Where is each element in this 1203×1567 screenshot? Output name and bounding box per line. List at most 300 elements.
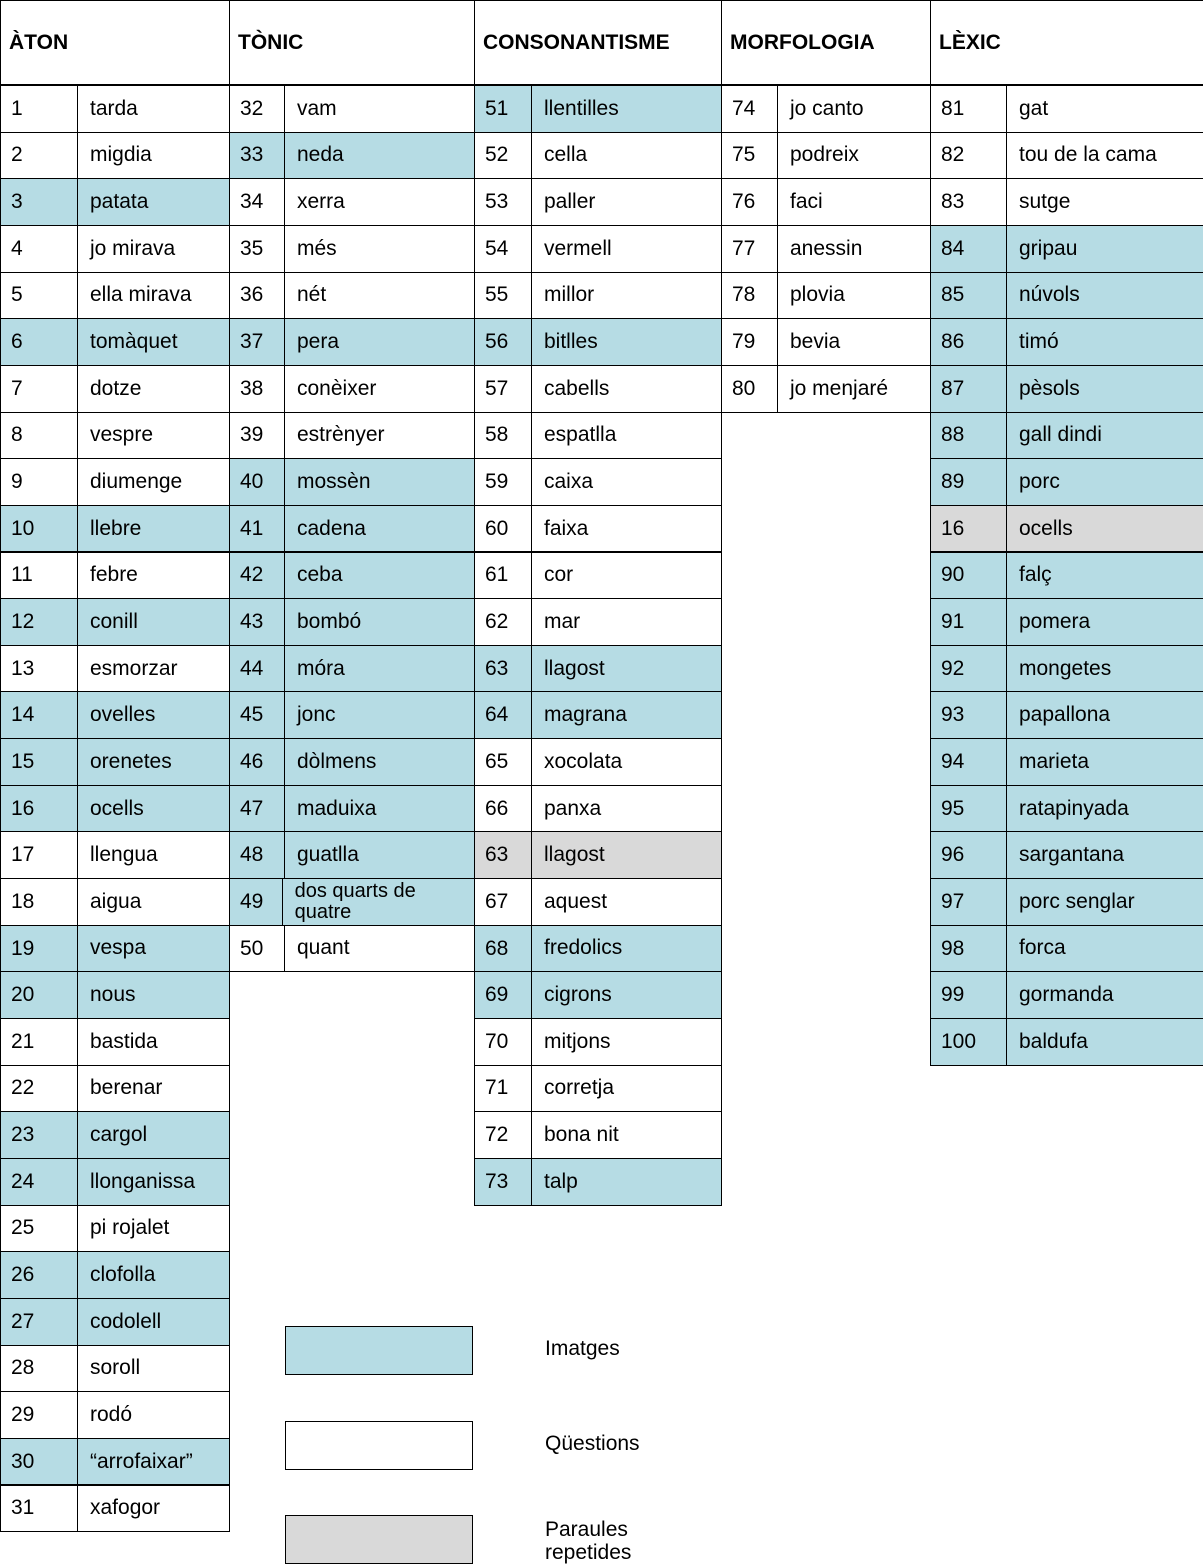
item-word: vespa bbox=[90, 936, 147, 960]
item-number: 33 bbox=[230, 133, 285, 179]
item-number: 63 bbox=[475, 646, 532, 692]
table-row bbox=[0, 178, 230, 226]
table-row bbox=[229, 505, 475, 553]
item-word: ella mirava bbox=[90, 283, 192, 307]
item-number: 45 bbox=[230, 692, 285, 738]
item-number: 78 bbox=[722, 273, 778, 319]
item-number: 88 bbox=[931, 413, 1007, 459]
table-row bbox=[229, 365, 475, 413]
item-number: 30 bbox=[1, 1439, 78, 1485]
item-word: cadena bbox=[297, 516, 366, 540]
item-word: xafogor bbox=[90, 1496, 161, 1520]
item-number: 55 bbox=[475, 273, 532, 319]
item-word: neda bbox=[297, 143, 344, 167]
table-row bbox=[930, 598, 1203, 646]
table-row bbox=[721, 225, 931, 273]
table-row bbox=[930, 272, 1203, 320]
legend-label: Imatges bbox=[545, 1337, 620, 1360]
item-word: berenar bbox=[90, 1076, 163, 1100]
item-word: jo mirava bbox=[90, 236, 176, 260]
item-number: 39 bbox=[230, 413, 285, 459]
item-number: 89 bbox=[931, 459, 1007, 505]
item-number: 34 bbox=[230, 179, 285, 225]
table-row bbox=[0, 365, 230, 413]
table-row bbox=[930, 225, 1203, 273]
table-row bbox=[0, 412, 230, 460]
item-number: 4 bbox=[1, 226, 78, 272]
item-number: 6 bbox=[1, 319, 78, 365]
item-word: pera bbox=[297, 330, 340, 354]
table-row bbox=[474, 831, 722, 879]
item-word: porc bbox=[1019, 469, 1060, 493]
item-word: pomera bbox=[1019, 609, 1091, 633]
item-word: guatlla bbox=[297, 843, 359, 867]
item-number: 43 bbox=[230, 599, 285, 645]
item-number: 85 bbox=[931, 273, 1007, 319]
item-number: 97 bbox=[931, 879, 1007, 925]
item-number: 10 bbox=[1, 506, 78, 552]
item-word: anessin bbox=[790, 236, 863, 260]
table-row bbox=[0, 225, 230, 273]
item-number: 7 bbox=[1, 366, 78, 412]
item-word: panxa bbox=[544, 796, 602, 820]
item-word: aquest bbox=[544, 889, 608, 913]
table-row bbox=[0, 132, 230, 180]
item-number: 54 bbox=[475, 226, 532, 272]
item-word: paller bbox=[544, 190, 596, 214]
item-number: 69 bbox=[475, 972, 532, 1018]
item-word: ovelles bbox=[90, 703, 156, 727]
item-number: 1 bbox=[1, 86, 78, 132]
item-word: marieta bbox=[1019, 749, 1090, 773]
item-word: ocells bbox=[1019, 516, 1073, 540]
item-word: bona nit bbox=[544, 1123, 619, 1147]
item-number: 91 bbox=[931, 599, 1007, 645]
item-number: 92 bbox=[931, 646, 1007, 692]
legend-swatch bbox=[285, 1326, 473, 1375]
item-word: vespre bbox=[90, 423, 154, 447]
table-row bbox=[0, 598, 230, 646]
item-number: 100 bbox=[931, 1019, 1007, 1065]
table-row bbox=[930, 412, 1203, 460]
table-row bbox=[229, 645, 475, 693]
item-number: 46 bbox=[230, 739, 285, 785]
table-row bbox=[229, 272, 475, 320]
item-number: 50 bbox=[230, 926, 285, 972]
table-row bbox=[474, 318, 722, 366]
item-word: tarda bbox=[90, 96, 138, 120]
table-row bbox=[229, 785, 475, 833]
item-number: 59 bbox=[475, 459, 532, 505]
table-row bbox=[721, 365, 931, 413]
legend-label: Qüestions bbox=[545, 1432, 640, 1455]
item-number: 15 bbox=[1, 739, 78, 785]
table-row bbox=[721, 85, 931, 133]
item-number: 32 bbox=[230, 86, 285, 132]
item-number: 11 bbox=[1, 553, 78, 599]
table-row bbox=[930, 925, 1203, 973]
table-row bbox=[229, 412, 475, 460]
item-number: 22 bbox=[1, 1066, 78, 1112]
item-word: ceba bbox=[297, 563, 343, 587]
item-number: 72 bbox=[475, 1112, 532, 1158]
item-number: 62 bbox=[475, 599, 532, 645]
table-row bbox=[930, 85, 1203, 133]
table-row bbox=[930, 458, 1203, 506]
column-header: CONSONANTISME bbox=[474, 0, 722, 85]
item-word: mitjons bbox=[544, 1029, 611, 1053]
item-number: 19 bbox=[1, 926, 78, 972]
item-number: 17 bbox=[1, 832, 78, 878]
item-number: 13 bbox=[1, 646, 78, 692]
table-row bbox=[0, 645, 230, 693]
item-number: 56 bbox=[475, 319, 532, 365]
table-row bbox=[930, 738, 1203, 786]
item-word: esmorzar bbox=[90, 656, 178, 680]
table-row bbox=[229, 738, 475, 786]
item-word: “arrofaixar” bbox=[90, 1449, 193, 1473]
item-word: llagost bbox=[544, 656, 605, 680]
item-number: 18 bbox=[1, 879, 78, 925]
item-number: 53 bbox=[475, 179, 532, 225]
item-number: 24 bbox=[1, 1159, 78, 1205]
item-word: timó bbox=[1019, 330, 1059, 354]
item-number: 96 bbox=[931, 832, 1007, 878]
item-number: 29 bbox=[1, 1392, 78, 1438]
item-number: 21 bbox=[1, 1019, 78, 1065]
item-number: 38 bbox=[230, 366, 285, 412]
item-word: baldufa bbox=[1019, 1029, 1088, 1053]
item-word: cargol bbox=[90, 1123, 148, 1147]
item-word: fredolics bbox=[544, 936, 623, 960]
table-row bbox=[474, 365, 722, 413]
table-row bbox=[0, 925, 230, 973]
item-word: jonc bbox=[297, 703, 336, 727]
item-number: 67 bbox=[475, 879, 532, 925]
item-word: móra bbox=[297, 656, 345, 680]
item-number: 76 bbox=[722, 179, 778, 225]
item-number: 20 bbox=[1, 972, 78, 1018]
table-row bbox=[474, 1111, 722, 1159]
item-number: 16 bbox=[931, 506, 1007, 552]
table-row bbox=[930, 831, 1203, 879]
item-word: talp bbox=[544, 1169, 578, 1193]
table-row bbox=[474, 505, 722, 553]
item-number: 5 bbox=[1, 273, 78, 319]
table-row bbox=[474, 1065, 722, 1113]
table-row bbox=[474, 1018, 722, 1066]
item-word: mongetes bbox=[1019, 656, 1112, 680]
table-row bbox=[0, 971, 230, 1019]
item-word: papallona bbox=[1019, 703, 1111, 727]
table-row bbox=[0, 1298, 230, 1346]
item-number: 71 bbox=[475, 1066, 532, 1112]
item-word: plovia bbox=[790, 283, 845, 307]
item-number: 2 bbox=[1, 133, 78, 179]
table-row bbox=[0, 1251, 230, 1299]
item-word: tou de la cama bbox=[1019, 143, 1157, 167]
table-row bbox=[474, 178, 722, 226]
item-number: 98 bbox=[931, 926, 1007, 972]
item-word: llentilles bbox=[544, 96, 619, 120]
table-row bbox=[229, 458, 475, 506]
item-word: tomàquet bbox=[90, 330, 178, 354]
table-row bbox=[930, 878, 1203, 926]
item-word: falç bbox=[1019, 563, 1052, 587]
table-row bbox=[0, 1018, 230, 1066]
item-number: 52 bbox=[475, 133, 532, 179]
item-word: sutge bbox=[1019, 190, 1071, 214]
item-word: clofolla bbox=[90, 1263, 156, 1287]
table-row bbox=[0, 1391, 230, 1439]
table-row bbox=[0, 1485, 230, 1533]
item-number: 77 bbox=[722, 226, 778, 272]
item-word: més bbox=[297, 236, 337, 260]
item-number: 26 bbox=[1, 1252, 78, 1298]
item-word: magrana bbox=[544, 703, 627, 727]
table-row bbox=[474, 785, 722, 833]
table-row bbox=[229, 878, 475, 926]
item-word: dotze bbox=[90, 376, 142, 400]
item-number: 63 bbox=[475, 832, 532, 878]
item-word: cabells bbox=[544, 376, 610, 400]
item-word: podreix bbox=[790, 143, 859, 167]
item-number: 28 bbox=[1, 1346, 78, 1392]
item-number: 37 bbox=[230, 319, 285, 365]
table-row bbox=[0, 785, 230, 833]
item-word: mar bbox=[544, 609, 581, 633]
item-number: 8 bbox=[1, 413, 78, 459]
table-row bbox=[474, 691, 722, 739]
table-row bbox=[0, 318, 230, 366]
table-row bbox=[474, 412, 722, 460]
item-number: 49 bbox=[230, 879, 283, 925]
item-number: 31 bbox=[1, 1486, 78, 1532]
item-word: codolell bbox=[90, 1309, 162, 1333]
item-number: 75 bbox=[722, 133, 778, 179]
item-number: 68 bbox=[475, 926, 532, 972]
item-word: orenetes bbox=[90, 749, 172, 773]
item-word: ratapinyada bbox=[1019, 796, 1129, 820]
item-number: 70 bbox=[475, 1019, 532, 1065]
item-number: 3 bbox=[1, 179, 78, 225]
item-word: febre bbox=[90, 563, 138, 587]
table-row bbox=[0, 85, 230, 133]
table-row bbox=[930, 785, 1203, 833]
item-word: dòlmens bbox=[297, 749, 377, 773]
table-row bbox=[0, 691, 230, 739]
item-word: patata bbox=[90, 190, 149, 214]
item-word: migdia bbox=[90, 143, 152, 167]
item-number: 40 bbox=[230, 459, 285, 505]
item-number: 90 bbox=[931, 553, 1007, 599]
table-row bbox=[474, 272, 722, 320]
item-number: 86 bbox=[931, 319, 1007, 365]
item-word: soroll bbox=[90, 1356, 141, 1380]
item-word: faci bbox=[790, 190, 823, 214]
item-word: llebre bbox=[90, 516, 142, 540]
item-word: faixa bbox=[544, 516, 589, 540]
item-number: 79 bbox=[722, 319, 778, 365]
table-row bbox=[229, 85, 475, 133]
table-row bbox=[0, 878, 230, 926]
item-word: forca bbox=[1019, 936, 1066, 960]
item-word: núvols bbox=[1019, 283, 1080, 307]
item-word: cor bbox=[544, 563, 574, 587]
table-row bbox=[930, 691, 1203, 739]
item-number: 48 bbox=[230, 832, 285, 878]
item-number: 9 bbox=[1, 459, 78, 505]
table-row bbox=[930, 971, 1203, 1019]
table-row bbox=[721, 318, 931, 366]
item-word: vam bbox=[297, 96, 337, 120]
column-header: ÀTON bbox=[0, 0, 230, 85]
item-number: 14 bbox=[1, 692, 78, 738]
item-word: conèixer bbox=[297, 376, 377, 400]
item-number: 35 bbox=[230, 226, 285, 272]
table-row bbox=[930, 365, 1203, 413]
table-row bbox=[474, 738, 722, 786]
table-row bbox=[0, 1345, 230, 1393]
table-row bbox=[229, 831, 475, 879]
item-number: 82 bbox=[931, 133, 1007, 179]
item-word: gormanda bbox=[1019, 983, 1114, 1007]
item-word: xerra bbox=[297, 190, 345, 214]
table-row bbox=[0, 1065, 230, 1113]
table-row bbox=[229, 552, 475, 600]
table-row bbox=[0, 831, 230, 879]
item-number: 84 bbox=[931, 226, 1007, 272]
item-number: 16 bbox=[1, 786, 78, 832]
item-word: gall dindi bbox=[1019, 423, 1102, 447]
item-word: estrènyer bbox=[297, 423, 385, 447]
item-number: 74 bbox=[722, 86, 778, 132]
table-row bbox=[0, 272, 230, 320]
table-row bbox=[930, 645, 1203, 693]
table-row bbox=[0, 1158, 230, 1206]
item-word: maduixa bbox=[297, 796, 377, 820]
table-row bbox=[229, 598, 475, 646]
item-number: 51 bbox=[475, 86, 532, 132]
item-word: nét bbox=[297, 283, 327, 307]
table-row bbox=[474, 598, 722, 646]
item-number: 57 bbox=[475, 366, 532, 412]
item-word: caixa bbox=[544, 469, 594, 493]
item-word: jo menjaré bbox=[790, 376, 889, 400]
item-number: 65 bbox=[475, 739, 532, 785]
table-row bbox=[0, 738, 230, 786]
table-row bbox=[930, 552, 1203, 600]
item-number: 44 bbox=[230, 646, 285, 692]
item-word: mossèn bbox=[297, 469, 371, 493]
item-number: 61 bbox=[475, 553, 532, 599]
item-word: bevia bbox=[790, 330, 841, 354]
table-row bbox=[229, 178, 475, 226]
table-row bbox=[930, 318, 1203, 366]
column-header: TÒNIC bbox=[229, 0, 475, 85]
item-word: quant bbox=[297, 936, 350, 960]
table-row bbox=[474, 225, 722, 273]
table-row bbox=[229, 225, 475, 273]
item-word: gripau bbox=[1019, 236, 1078, 260]
table-row bbox=[930, 178, 1203, 226]
item-number: 27 bbox=[1, 1299, 78, 1345]
item-number: 83 bbox=[931, 179, 1007, 225]
item-word: bitlles bbox=[544, 330, 598, 354]
table-row bbox=[0, 505, 230, 553]
table-row bbox=[474, 1158, 722, 1206]
item-number: 95 bbox=[931, 786, 1007, 832]
item-word: jo canto bbox=[790, 96, 864, 120]
item-number: 36 bbox=[230, 273, 285, 319]
item-word: millor bbox=[544, 283, 595, 307]
item-number: 58 bbox=[475, 413, 532, 459]
table-row bbox=[474, 458, 722, 506]
item-number: 23 bbox=[1, 1112, 78, 1158]
table-row bbox=[474, 552, 722, 600]
item-number: 25 bbox=[1, 1206, 78, 1252]
table-row bbox=[721, 272, 931, 320]
item-number: 99 bbox=[931, 972, 1007, 1018]
item-word: llagost bbox=[544, 843, 605, 867]
item-word: ocells bbox=[90, 796, 144, 820]
table-row bbox=[474, 645, 722, 693]
item-word: gat bbox=[1019, 96, 1049, 120]
item-number: 93 bbox=[931, 692, 1007, 738]
table-row bbox=[229, 691, 475, 739]
item-word: conill bbox=[90, 609, 138, 633]
table-row bbox=[474, 878, 722, 926]
table-row bbox=[0, 1205, 230, 1253]
item-number: 42 bbox=[230, 553, 285, 599]
item-word: bombó bbox=[297, 609, 362, 633]
item-number: 47 bbox=[230, 786, 285, 832]
item-word: bastida bbox=[90, 1029, 158, 1053]
item-word: xocolata bbox=[544, 749, 623, 773]
table-row bbox=[229, 318, 475, 366]
table-row bbox=[0, 1438, 230, 1486]
item-number: 87 bbox=[931, 366, 1007, 412]
item-word: pèsols bbox=[1019, 376, 1080, 400]
column-header: MORFOLOGIA bbox=[721, 0, 931, 85]
item-word: llengua bbox=[90, 843, 158, 867]
item-word: dos quarts de quatre bbox=[294, 879, 416, 923]
table-row bbox=[930, 132, 1203, 180]
item-word: diumenge bbox=[90, 469, 183, 493]
item-word: rodó bbox=[90, 1402, 133, 1426]
table-row bbox=[229, 925, 475, 973]
item-number: 66 bbox=[475, 786, 532, 832]
item-word: cigrons bbox=[544, 983, 612, 1007]
table-row bbox=[474, 132, 722, 180]
item-number: 94 bbox=[931, 739, 1007, 785]
table-row bbox=[0, 552, 230, 600]
item-word: llonganissa bbox=[90, 1169, 196, 1193]
table-row bbox=[229, 132, 475, 180]
item-number: 64 bbox=[475, 692, 532, 738]
item-number: 80 bbox=[722, 366, 778, 412]
table-row bbox=[721, 178, 931, 226]
table-row bbox=[474, 925, 722, 973]
item-word: pi rojalet bbox=[90, 1216, 170, 1240]
item-word: corretja bbox=[544, 1076, 615, 1100]
table-row bbox=[474, 85, 722, 133]
item-word: sargantana bbox=[1019, 843, 1125, 867]
item-word: espatlla bbox=[544, 423, 617, 447]
legend-swatch bbox=[285, 1515, 473, 1564]
table-row bbox=[930, 505, 1203, 553]
item-number: 41 bbox=[230, 506, 285, 552]
